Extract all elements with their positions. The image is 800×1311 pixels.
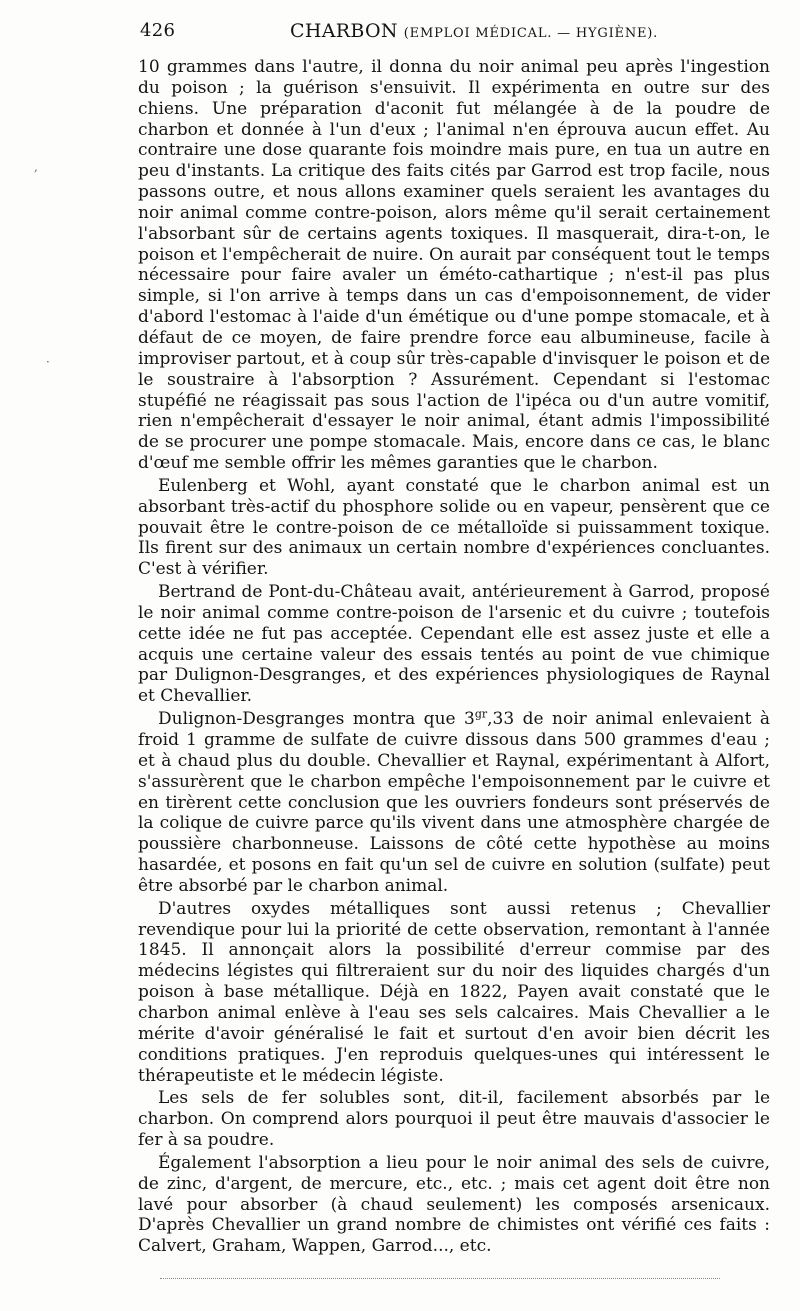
margin-speck: · — [46, 355, 50, 369]
paragraph-sels-de-fer: Les sels de fer solubles sont, dit-il, facilement absorbés par le charbon. On comprend alors pourquoi il peut être mauvais d'associer le fer à sa poudre. — [138, 1088, 770, 1151]
running-title-subtitle: (EMPLOI MÉDICAL. — HYGIÈNE). — [403, 26, 659, 41]
paragraph-bertrand: Bertrand de Pont-du-Château avait, antérieurement à Garrod, proposé le noir animal comme contre-poison de l'arsenic et du cuivre ; toutefois cette idée ne fut pas acceptée. Cependant elle est assez juste et elle a acquis une certaine valeur des essais tentés au point de vue chimique par Dulignon-Desgranges, et des expériences physiologiques de Raynal et Chevallier. — [138, 582, 770, 707]
paragraph-eulenberg: Eulenberg et Wohl, ayant constaté que le charbon animal est un absorbant très-actif du phosphore solide ou en vapeur, pensèrent que ce pouvait être le contre-poison de ce métalloïde si puissamment toxique. Ils firent sur des animaux un certain nombre d'expériences concluantes. C'est à vérifier. — [138, 475, 770, 580]
body-text — [138, 57, 770, 1259]
page-number: 426 — [140, 20, 176, 41]
grams-abbreviation: gr — [474, 707, 488, 721]
paragraph-continued: 10 grammes dans l'autre, il donna du noir animal peu après l'ingestion du poison ; la guérison s'ensuivit. Il expérimenta en outre sur des chiens. Une préparation d'aconit fut mélangée à de la poudre de charbon et donnée à l'un d'eux ; l'animal n'en éprouva aucun effet. Au contraire une dose quarante fois moindre mais pure, en tua un autre en peu d'instants. La critique des faits cités par Garrod est trop facile, nous passons outre, et nous allons examiner quels seraient les avantages du noir animal comme contre-poison, alors même qu'il serait certainement l'absorbant sûr de certains agents toxiques. Il masquerait, dira-t-on, le poison et l'empêcherait de nuire. On aurait par conséquent tout le temps nécessaire pour faire avaler un éméto-cathartique ; n'est-il pas plus simple, si l'on arrive à temps dans un cas d'empoisonnement, de vider d'abord l'estomac à l'aide d'un émétique ou d'une pompe stomacale, et à défaut de ce moyen, de faire prendre force eau albumineuse, facile à improviser partout, et à coup sûr très-capable d'invisquer le poison et de le soustraire à l'absorption ? Assurément. Cependant si l'estomac stupéfié ne réagissait pas sous l'action de l'ipéca ou d'un autre vomitif, rien n'empêcherait d'essayer le noir animal, étant admis l'impossibilité de se procurer une pompe stomacale. Mais, encore dans ce cas, le blanc d'œuf me semble offrir les mêmes garanties que le charbon. — [138, 57, 770, 474]
running-head — [140, 20, 760, 48]
paragraph-absorption: Également l'absorption a lieu pour le noir animal des sels de cuivre, de zinc, d'argent, de mercure, etc., etc. ; mais cet agent doit être non lavé pour absorber (à chaud seulement) les composés arsenicaux. D'après Chevallier un grand nombre de chimistes ont vérifié ces faits : Calvert, Graham, Wappen, Garrod..., etc. — [138, 1152, 770, 1257]
paragraph-oxydes: D'autres oxydes métalliques sont aussi retenus ; Chevallier revendique pour lui la priorité de cette observation, remontant à l'année 1845. Il annonçait alors la possibilité d'erreur commise par des médecins légistes qui filtreraient sur du noir des liquides chargés d'un poison à base métallique. Déjà en 1822, Payen avait constaté que le charbon animal enlève à l'eau ses sels calcaires. Mais Chevallier a le mérite d'avoir généralisé le fait et surtout d'en avoir bien décrit les conditions pratiques. J'en reproduis quelques-unes qui intéressent le thérapeutiste et le médecin légiste. — [138, 898, 770, 1086]
running-title — [290, 20, 658, 42]
margin-speck: , — [34, 160, 38, 174]
running-title-main: CHARBON — [290, 20, 398, 42]
paragraph-dulignon: Dulignon-Desgranges montra que $3^{gr},33$ de noir animal enlevaient à froid 1 gramme de sulfate de cuivre dissous dans 500 grammes d'eau ; et à chaud plus du double. Chevallier et Raynal, expérimentant à Alfort, s'assurèrent que le charbon empêche l'empoisonnement par le cuivre et en tirèrent cette conclusion que les ouvriers fondeurs sont préservés de la colique de cuivre parce qu'ils vivent dans une atmosphère chargée de poussière charbonneuse. Laissons de côté cette hypothèse au moins hasardée, et posons en fait qu'un sel de cuivre en solution (sulfate) peut être absorbé par le charbon animal. — [138, 707, 770, 896]
bottom-dotted-rule — [160, 1278, 720, 1279]
